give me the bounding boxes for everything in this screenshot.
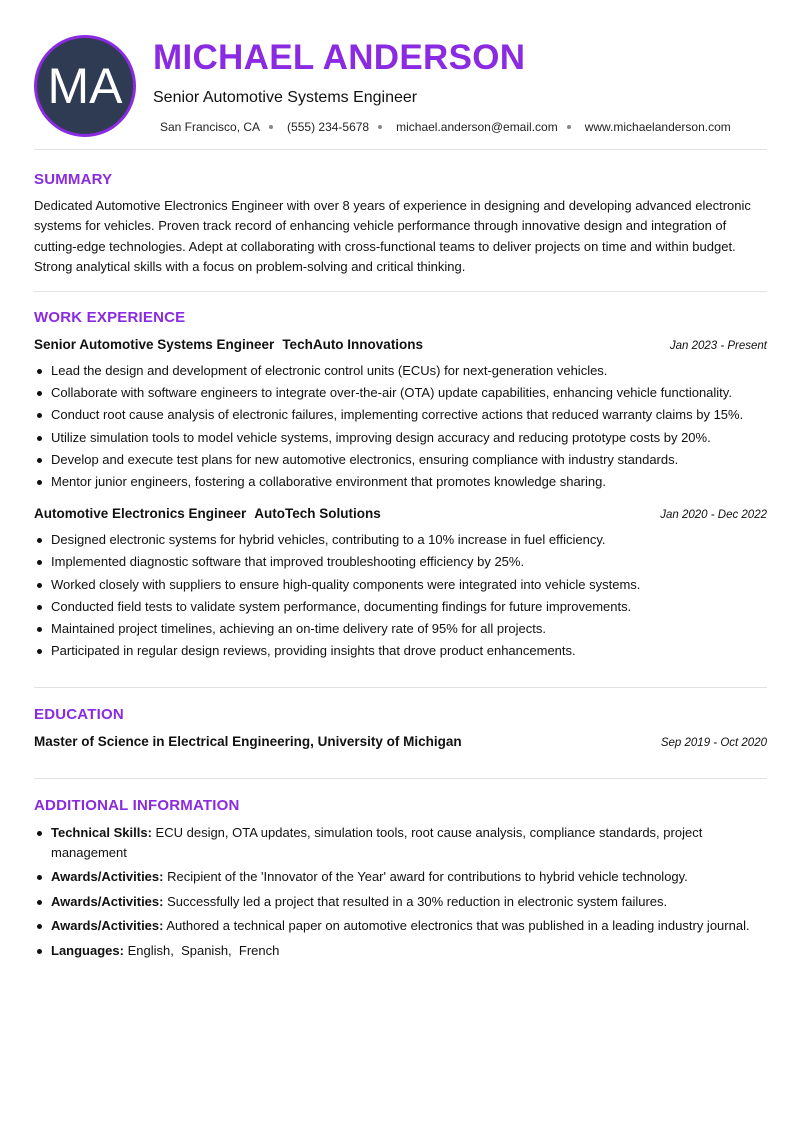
info-item <box>34 916 767 936</box>
info-item <box>34 823 767 862</box>
contact-info <box>160 120 731 134</box>
candidate-title: Senior Automotive Systems Engineer <box>153 89 418 106</box>
info-text: Successfully led a project that resulted in a 30% reduction in electronic system failures. <box>167 893 668 909</box>
contact-phone: (555) 234-5678 <box>287 120 370 134</box>
additional-list <box>34 823 767 960</box>
bullet-item: Utilize simulation tools to model vehicle systems, improving design accuracy and reducing prototype costs by 20%. <box>34 427 767 449</box>
bullet-item: Worked closely with suppliers to ensure high-quality components were integrated into vehicle systems. <box>34 574 767 596</box>
job-dates: Jan 2023 - Present <box>669 340 767 352</box>
bullet-item: Implemented diagnostic software that improved troubleshooting efficiency by 25%. <box>34 551 767 573</box>
contact-email[interactable]: michael.anderson@email.com <box>396 120 558 134</box>
avatar-initials: MA <box>47 58 123 114</box>
bullet-item: Develop and execute test plans for new automotive electronics, ensuring compliance with industry standards. <box>34 449 767 471</box>
info-label: Awards/Activities: <box>51 893 164 909</box>
section-heading: SUMMARY <box>34 171 113 188</box>
education-entry <box>34 734 767 749</box>
bullet-item: Participated in regular design reviews, providing insights that drove product enhancements. <box>34 640 767 662</box>
info-text: English, Spanish, French <box>127 942 280 958</box>
bullet-item: Collaborate with software engineers to integrate over-the-air (OTA) update capabilities, enhancing vehicle functionality. <box>34 382 767 404</box>
bullet-item: Conducted field tests to validate system performance, documenting findings for future improvements. <box>34 596 767 618</box>
section-heading: ADDITIONAL INFORMATION <box>34 797 240 814</box>
job-bullets <box>34 360 767 493</box>
job-role: Senior Automotive Systems Engineer <box>34 337 275 352</box>
summary-text: Dedicated Automotive Electronics Engineer with over 8 years of experience in designing and developing advanced electronic systems for vehicles. Proven track record of enhancing vehicle performance through innovative design and integration of cutting-edge technologies. Adept at collaborating with cross-functional teams to deliver projects on time and within budget. Strong analytical skills with a focus on problem-solving and critical thinking. <box>34 198 751 274</box>
info-label: Awards/Activities: <box>51 869 164 884</box>
info-item <box>34 892 767 912</box>
section-heading: WORK EXPERIENCE <box>34 309 186 326</box>
bullet-item: Designed electronic systems for hybrid vehicles, contributing to a 10% increase in fuel efficiency. <box>34 529 767 551</box>
education-degree: Master of Science in Electrical Engineering, University of Michigan <box>34 734 462 749</box>
contact-website[interactable]: www.michaelanderson.com <box>584 120 731 134</box>
job-dates: Jan 2020 - Dec 2022 <box>660 509 767 522</box>
job-entry <box>34 336 767 493</box>
bullet-item: Conduct root cause analysis of electronic failures, implementing corrective actions that reduced warranty claims by 15%. <box>34 404 767 426</box>
info-label: Technical Skills: <box>51 825 152 840</box>
summary-section <box>34 150 767 292</box>
candidate-name: MICHAEL ANDERSON <box>153 38 526 77</box>
job-header <box>34 505 767 523</box>
separator-dot-icon <box>567 125 571 129</box>
info-text: ECU design, OTA updates, simulation tools, root cause analysis, compliance standards, project management <box>51 825 703 860</box>
avatar <box>34 35 136 137</box>
work-experience-section <box>34 292 767 688</box>
additional-information-section <box>34 779 767 960</box>
job-company: TechAuto Innovations <box>282 337 424 352</box>
info-item <box>34 867 767 887</box>
job-entry <box>34 505 767 662</box>
bullet-item: Lead the design and development of electronic control units (ECUs) for next-generation vehicles. <box>34 360 767 382</box>
info-text: Recipient of the 'Innovator of the Year' award for contributions to hybrid vehicle technology. <box>167 869 688 884</box>
job-role: Automotive Electronics Engineer <box>34 506 247 522</box>
bullet-item: Maintained project timelines, achieving an on-time delivery rate of 95% for all projects. <box>34 618 767 640</box>
education-dates: Sep 2019 - Oct 2020 <box>660 737 767 749</box>
info-label: Awards/Activities: <box>51 918 164 933</box>
contact-location: San Francisco, CA <box>160 120 261 134</box>
section-heading: EDUCATION <box>34 706 124 723</box>
education-section <box>34 688 767 779</box>
info-text: Authored a technical paper on automotive electronics that was published in a leading industry journal. <box>166 918 750 933</box>
separator-dot-icon <box>269 125 273 129</box>
bullet-item: Mentor junior engineers, fostering a collaborative environment that promotes knowledge sharing. <box>34 471 767 493</box>
info-label: Languages: <box>51 942 124 958</box>
job-header <box>34 336 767 354</box>
job-bullets <box>34 529 767 662</box>
job-company: AutoTech Solutions <box>254 506 381 522</box>
resume-header <box>34 0 767 150</box>
separator-dot-icon <box>378 125 382 129</box>
info-item <box>34 941 767 961</box>
